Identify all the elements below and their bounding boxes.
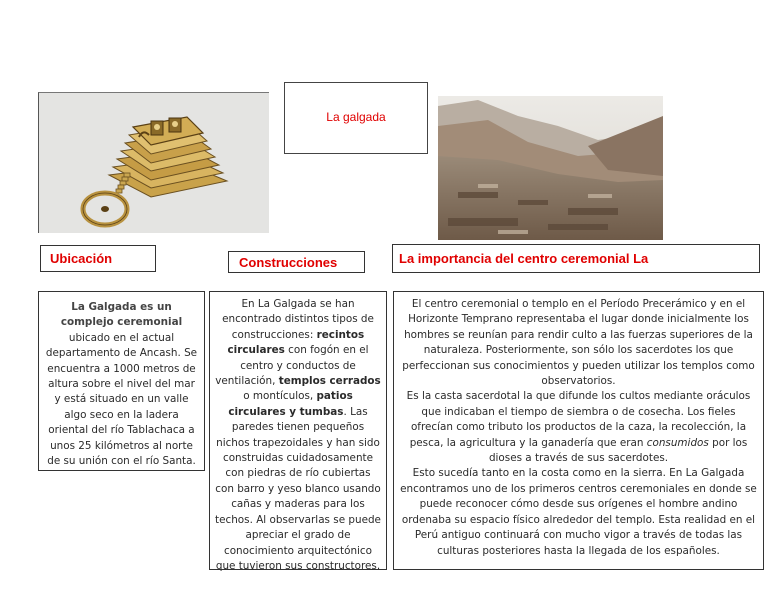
importancia-paragraph-3: Esto sucedía tanto en la costa como en la sierra. En La Galgada encontramos uno de los primeros centros ceremoniales en donde se puede reconocer cómo desde sus orígenes el hombre andino ordenaba su espacio físico alrededor del templo. Esta realidad en el Perú antiguo continuará con mucho vigor a través de todas las culturas posteriores hasta la llegada de los españoles. [400, 467, 757, 557]
construcciones-text-2: con fogón en el centro y conductos de ventilación, [215, 344, 369, 388]
heading-ubicacion-box [40, 245, 156, 272]
construcciones-text-3: o montículos, [243, 390, 317, 403]
importancia-paragraph-2b: por los dioses a través de sus sacerdotes. [488, 436, 748, 465]
ubicacion-bold-intro: La Galgada es un complejo ceremonial [60, 301, 183, 329]
title-box [284, 82, 428, 154]
importancia-text-box [393, 291, 764, 570]
construcciones-bold-2: templos cerrados [278, 375, 381, 388]
site-photo [438, 96, 663, 240]
importancia-paragraph-1: El centro ceremonial o templo en el Período Precerámico y en el Horizonte Temprano representaba el lugar donde inicialmente los hombres se reunían para rendir culto a las fuerzas superiores de la naturaleza. Posteriormente, son sólo los sacerdotes los que perfeccionan sus conocimientos y pueden utilizar los templos como observatorios. [402, 298, 755, 388]
artifact-image [38, 92, 269, 233]
construcciones-bold-3: patios circulares y tumbas [228, 390, 353, 418]
heading-ubicacion: Ubicación [50, 251, 113, 266]
heading-importancia: La importancia del centro ceremonial La [399, 251, 649, 266]
heading-construcciones-box [228, 251, 365, 273]
construcciones-text-box [209, 291, 387, 570]
page-title: La galgada [326, 110, 386, 124]
importancia-paragraph-2 [399, 389, 758, 466]
construcciones-text-4: . Las paredes tienen pequeños nichos trapezoidales y han sido construidas cuidadosamente con piedras de río cubiertas con barro y yeso blanco usando cañas y maderas para los techos. Al observarlas se puede apreciar el grado de conocimiento arquitectónico que tuvieron sus constructores. [215, 405, 381, 572]
heading-construcciones: Construcciones [239, 255, 338, 270]
importancia-paragraph-2a: Es la casta sacerdotal la que difunde los cultos mediante oráculos que indicaban el tiempo de siembra o de cosecha. Los fieles ofrecían como tributo los productos de la caza, la recolección, la pesca, la agricultura y la ganadería que eran [406, 390, 751, 449]
importancia-italic-word: consumidos [646, 436, 709, 449]
heading-importancia-box [392, 244, 760, 273]
construcciones-text-1: En La Galgada se han encontrado distintos tipos de construcciones: [222, 298, 374, 341]
construcciones-bold-1: recintos circulares [227, 328, 365, 357]
ubicacion-text-box [38, 291, 205, 471]
ubicacion-text: ubicado en el actual departamento de Ancash. Se encuentra a 1000 metros de altura sobre el nivel del mar y está situado en un valle algo seco en la ladera oriental del río Tablachaca a unos 25 kilómetros al norte de su unión con el río Santa. [45, 331, 198, 468]
